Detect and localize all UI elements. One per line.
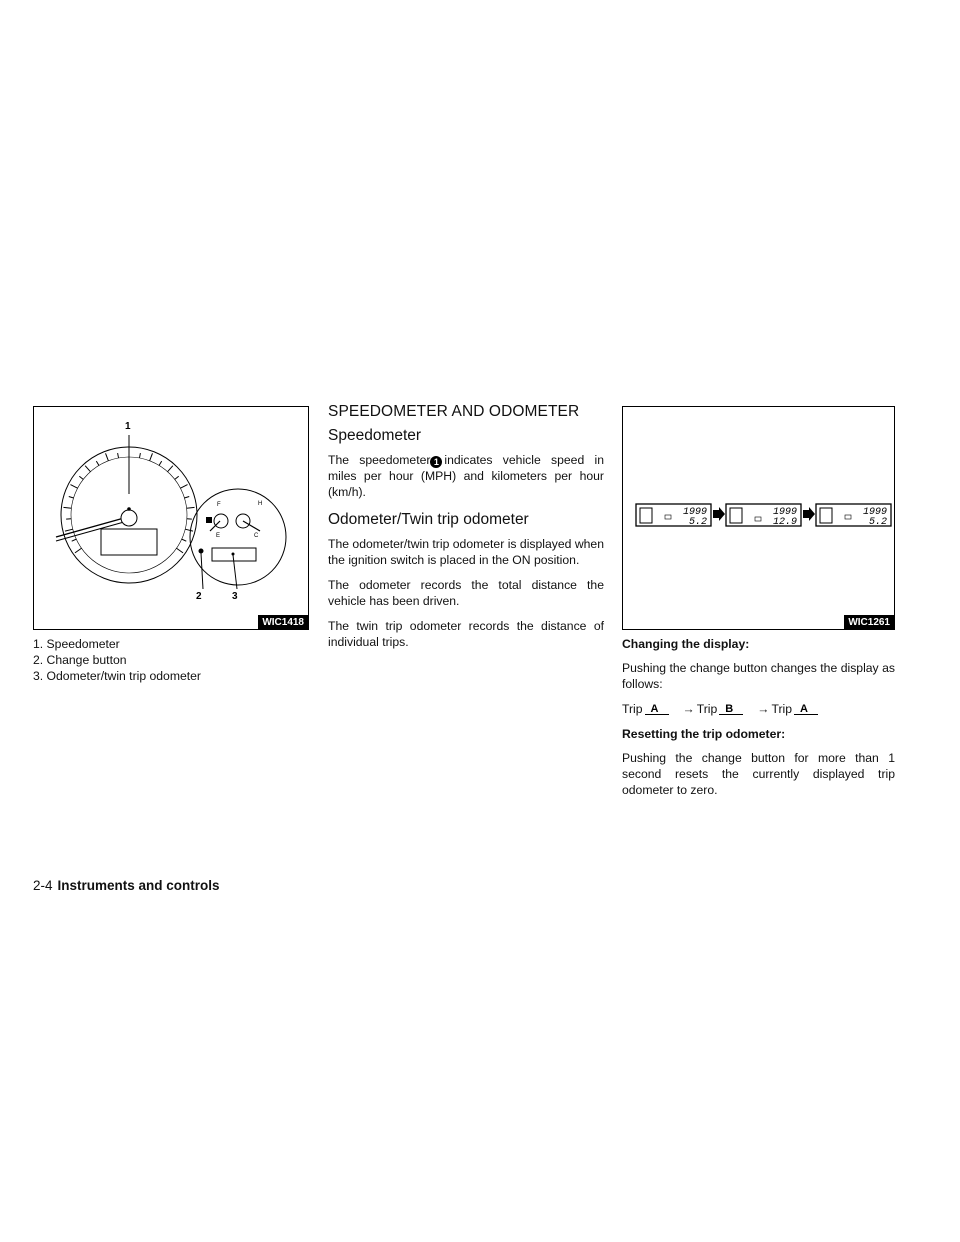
arrow-icon	[713, 507, 725, 521]
trip-b-badge: B	[719, 703, 747, 715]
display-odo-value: 1999	[862, 507, 887, 518]
changing-heading: Changing the display:	[622, 637, 750, 651]
display-trip-value: 5.2	[868, 517, 887, 528]
callout-1: 1	[125, 421, 131, 432]
fuel-full-mark: F	[217, 502, 221, 508]
trip-a-badge: A	[794, 703, 822, 715]
speedometer-tick	[63, 507, 71, 508]
speedometer-tick	[187, 507, 195, 508]
speedometer-tick	[65, 529, 73, 531]
legend-item: 2. Change button	[33, 653, 127, 667]
figure-code: WIC1418	[258, 615, 308, 629]
speedometer-tick	[168, 466, 173, 472]
resetting-heading: Resetting the trip odometer:	[622, 727, 786, 741]
middle-column	[328, 404, 604, 659]
speedometer-tick	[106, 453, 109, 460]
speedometer-tick	[139, 453, 140, 458]
speedometer-tick	[185, 529, 193, 531]
speedometer-dial	[56, 447, 197, 583]
display-trip-value: 5.2	[688, 517, 707, 528]
arrow-icon: →	[757, 702, 770, 716]
display-trip-value: 12.9	[772, 517, 797, 528]
fuel-empty-mark: E	[216, 533, 221, 539]
trip-a-badge: A	[645, 703, 673, 715]
speedometer-tick	[175, 476, 179, 479]
arrow-icon	[803, 507, 815, 521]
display-odo-value: 1999	[772, 507, 797, 518]
speedometer-tick	[96, 461, 99, 465]
temp-cold-mark: C	[254, 533, 259, 539]
temp-hot-mark: H	[258, 501, 263, 507]
speedometer-tick	[182, 539, 187, 541]
figure-legend	[33, 636, 309, 684]
odometer-paragraph: The twin trip odometer records the distance of individual trips.	[328, 619, 604, 649]
trip-label: Trip	[771, 702, 793, 716]
speedometer-tick	[177, 548, 184, 553]
arrow-icon: →	[682, 702, 695, 716]
page-number: 2-4	[33, 878, 53, 893]
trip-label: Trip	[696, 702, 718, 716]
gauge-cluster	[190, 489, 286, 585]
legend-item: 3. Odometer/twin trip odometer	[33, 669, 201, 683]
page-footer	[33, 878, 220, 893]
section-name: Instruments and controls	[57, 878, 220, 893]
changing-paragraph: Pushing the change button changes the display as follows:	[622, 661, 895, 691]
trip-label: Trip	[622, 702, 643, 716]
speedometer-heading: Speedometer	[328, 427, 422, 444]
section-title: SPEEDOMETER AND ODOMETER	[328, 403, 580, 420]
odometer-heading: Odometer/Twin trip odometer	[328, 511, 529, 528]
speedometer-tick	[150, 453, 153, 460]
display-sequence-illustration	[623, 407, 894, 629]
speedometer-tick	[180, 485, 187, 489]
trip-sequence	[622, 701, 895, 717]
speedometer-tick	[72, 539, 77, 541]
callout-2: 2	[196, 591, 202, 602]
resetting-paragraph: Pushing the change button for more than 1 second resets the currently displayed trip odometer to zero.	[622, 751, 895, 797]
instrument-cluster-figure	[33, 406, 309, 630]
odometer-paragraph: The odometer records the total distance the vehicle has been driven.	[328, 578, 604, 608]
display-sequence-figure	[622, 406, 895, 630]
legend-item: 1. Speedometer	[33, 637, 120, 651]
callout-3: 3	[232, 591, 238, 602]
speedometer-tick	[184, 496, 189, 497]
instrument-cluster-illustration	[34, 407, 308, 629]
right-column	[622, 636, 895, 807]
speedometer-tick	[85, 466, 90, 472]
callout-1-icon: 1	[430, 456, 442, 468]
speedometer-tick	[79, 476, 83, 479]
speedometer-tick	[159, 461, 162, 465]
speedometer-tick	[70, 485, 77, 489]
speedometer-tick	[69, 496, 74, 497]
display-odo-value: 1999	[682, 507, 707, 518]
speedometer-tick	[75, 548, 82, 553]
figure-code: WIC1261	[844, 615, 894, 629]
odometer-paragraph: The odometer/twin trip odometer is displayed when the ignition switch is placed in the ON position.	[328, 537, 604, 567]
speedometer-paragraph: The speedometer 1 indicates vehicle speed in miles per hour (MPH) and kilometers per hour (km/h).	[328, 453, 604, 499]
speedometer-tick	[118, 453, 119, 458]
